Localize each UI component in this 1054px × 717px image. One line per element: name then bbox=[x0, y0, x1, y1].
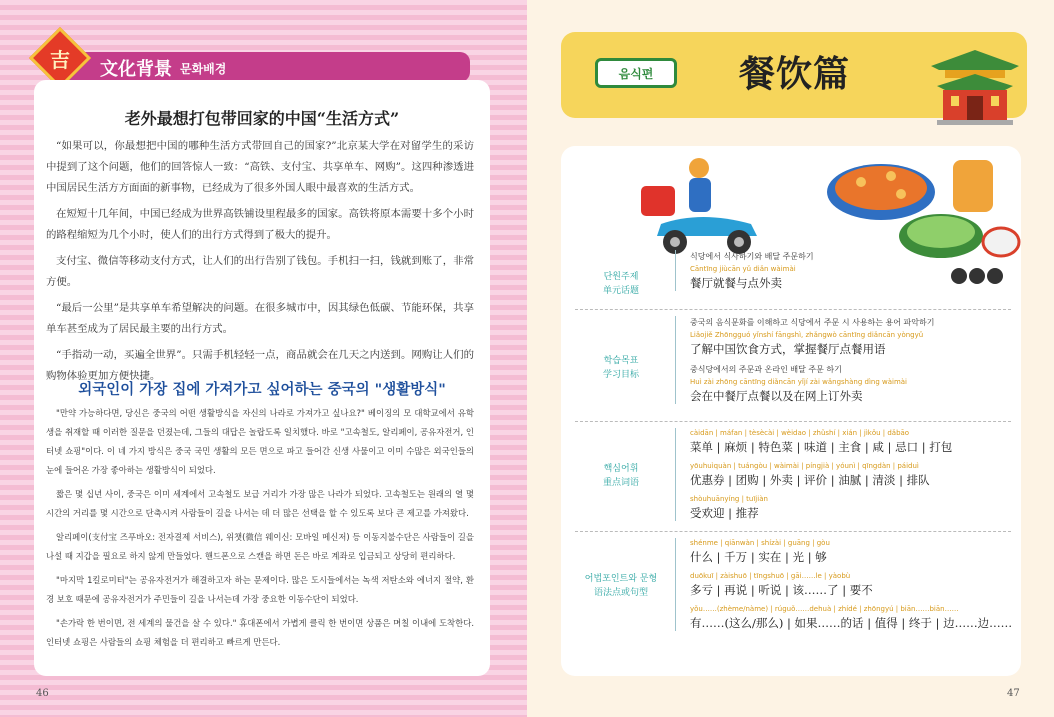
row-label-ko: 단원주제 bbox=[603, 272, 639, 282]
paragraph-ko: "만약 가능하다면, 당신은 중국의 어떤 생활방식을 자신의 나라로 가져가고 싶나요?" 베이징의 모 대학교에서 유학생을 취재할 때 이러한 질문을 던졌는데, 그들의 대답은 놀랍도록 일치했다. 바로 "고속철도, 알리페이, 공유자전거, 인터넷 쇼핑"이다. 이 네 가지 방식은 중국 국민 생활의 모든 면으로 파고 들어간 신생 사물이고 이미 수많은 외국인들의 눈에 들어온 가장 좋아하는 생활방식이 되었다. bbox=[46, 408, 474, 475]
table-row bbox=[575, 532, 1011, 642]
chinese-text: 会在中餐厅点餐以及在网上订外卖 bbox=[690, 389, 863, 403]
chinese-text: 受欢迎 | 推荐 bbox=[690, 506, 759, 520]
row-content bbox=[675, 316, 1011, 404]
row-label-zh: 语法点或句型 bbox=[593, 588, 648, 598]
korean-text: 중식당에서의 주문과 온라인 배달 주문 하기 bbox=[690, 365, 842, 374]
chinese-text: 什么 | 千万 | 实在 | 光 | 够 bbox=[690, 550, 827, 564]
row-label-zh: 学习目标 bbox=[602, 370, 639, 380]
table-row bbox=[575, 310, 1011, 422]
paragraph-ko: "마지막 1킬로미터"는 공유자전거가 해결하고자 하는 문제이다. 많은 도시들에서는 녹색 저탄소와 에너지 절약, 환경 보호 때문에 공유자전거가 주민들이 길을 나서는데 가장 중요한 이동수단이 되었다. bbox=[46, 575, 474, 604]
paragraph-ko: "손가락 한 번이면, 전 세계의 물건을 살 수 있다." 휴대폰에서 가볍게 클릭 한 번이면 상품은 며칠 이내에 도착한다. 인터넷 쇼핑은 사람들의 쇼핑 체험을 더 편리하고 빠르게 만든다. bbox=[46, 618, 474, 647]
section-title-zh: 文化背景 bbox=[100, 59, 172, 80]
chinese-text: 了解中国饮食方式，掌握餐厅点餐用语 bbox=[690, 342, 886, 356]
article-title-zh: 老外最想打包带回家的中国“生活方式” bbox=[124, 109, 400, 128]
chinese-text: 餐厅就餐与点外卖 bbox=[690, 276, 782, 290]
row-label-zh: 重点词语 bbox=[602, 478, 639, 488]
paragraph-zh: 在短短十几年间，中国已经成为世界高铁铺设里程最多的国家。高铁将原本需要十多个小时的路程缩短为几个小时，使人们的出行方式得到了极大的提升。 bbox=[46, 208, 474, 241]
pinyin-text: càidān | máfan | tèsècài | wèidao | zhǔshí | xián | jìkǒu | dǎbāo bbox=[690, 429, 910, 437]
unit-title: 餐饮篇 bbox=[739, 54, 851, 95]
article-body-zh bbox=[46, 136, 474, 392]
korean-text: 중국의 음식문화를 이해하고 식당에서 주문 시 사용하는 용어 파악하기 bbox=[690, 318, 935, 327]
article-body-ko bbox=[46, 404, 474, 657]
right-page bbox=[527, 0, 1054, 717]
row-label bbox=[575, 354, 667, 382]
paragraph-zh: “手指动一动，买遍全世界”。只需手机轻轻一点，商品就会在几天之内送到。网购让人们的购物体验更加方便快捷。 bbox=[46, 349, 474, 382]
page-number-left: 46 bbox=[36, 688, 49, 699]
table-row bbox=[575, 246, 1011, 310]
pinyin-text: yōuhuìquàn | tuángòu | wàimài | píngjià | yóunì | qīngdàn | páiduì bbox=[690, 462, 919, 470]
row-label bbox=[575, 270, 667, 298]
row-label bbox=[575, 572, 667, 600]
chinese-text: 有……(这么/那么) | 如果……的话 | 值得 | 终于 | 边……边…… bbox=[690, 616, 1013, 630]
section-header bbox=[56, 52, 470, 82]
article-card bbox=[34, 80, 490, 676]
row-label-ko: 어법포인트와 문형 bbox=[584, 574, 658, 584]
page-number-right: 47 bbox=[1007, 688, 1020, 699]
temple-icon bbox=[925, 40, 1025, 126]
pinyin-text: Huì zài zhōng cāntīng diǎncān yǐjí zài wǎngshàng dìng wàimài bbox=[690, 378, 907, 386]
pinyin-text: Cāntīng jiùcān yǔ diǎn wàimài bbox=[690, 265, 796, 273]
row-content bbox=[675, 428, 1011, 521]
chinese-text: 菜单 | 麻烦 | 特色菜 | 味道 | 主食 | 咸 | 忌口 | 打包 bbox=[690, 440, 953, 454]
row-label-zh: 单元话题 bbox=[602, 286, 639, 296]
row-label-ko: 핵심어휘 bbox=[603, 464, 639, 474]
chinese-text: 多亏 | 再说 | 听说 | 该……了 | 要不 bbox=[690, 583, 873, 597]
table-row bbox=[575, 422, 1011, 532]
pinyin-text: yǒu……(zhème/nàme) | rúguǒ……dehuà | zhídé | zhōngyú | biān……biān…… bbox=[690, 605, 959, 613]
row-content bbox=[675, 538, 1011, 631]
paragraph-zh: “最后一公里”是共享单车希望解决的问题。在很多城市中，因其绿色低碳、节能环保，共享单车甚至成为了居民最主要的出行方式。 bbox=[46, 302, 474, 335]
paragraph-ko: 알리페이(支付宝 즈푸바오: 전자결제 서비스), 위챗(微信 웨이신: 모바일 메신저) 등 이동지불수단은 사람들이 길을 나설 때 지갑을 필요로 하지 않게 만들었다. 핸드폰으로 스캔을 하면 돈은 바로 계좌로 입금되고 상당히 편리하다. bbox=[46, 532, 474, 561]
unit-label: 음식편 bbox=[595, 58, 677, 88]
row-label bbox=[575, 462, 667, 490]
row-label-ko: 학습목표 bbox=[603, 356, 639, 366]
section-title-ko: 문화배경 bbox=[180, 62, 227, 76]
paragraph-zh: 支付宝、微信等移动支付方式，让人们的出行告别了钱包。手机扫一扫，钱就到账了，非常方便。 bbox=[46, 255, 474, 288]
pinyin-text: Liǎojiě Zhōngguó yǐnshí fāngshì, zhǎngwò cāntīng diǎncān yòngyǔ bbox=[690, 331, 924, 339]
row-content bbox=[675, 250, 1011, 291]
unit-info-card bbox=[561, 146, 1021, 676]
article-title-ko: 외국인이 가장 집에 가져가고 싶어하는 중국의 "생활방식" bbox=[78, 382, 446, 398]
chinese-text: 优惠券 | 团购 | 外卖 | 评价 | 油腻 | 清淡 | 排队 bbox=[690, 473, 930, 487]
paragraph-ko: 짧은 몇 십년 사이, 중국은 이미 세계에서 고속철도 보급 거리가 가장 많은 나라가 되었다. 고속철도는 원래의 열 몇 시간의 거리를 몇 시간으로 단축시켜 사람들이 길을 나서는 데 더 많은 선택을 할 수 있도록 보다 큰 제고를 가져왔다. bbox=[46, 489, 474, 518]
pinyin-text: shòuhuānyíng | tuījiàn bbox=[690, 495, 768, 503]
pinyin-text: duōkuī | zàishuō | tīngshuō | gāi……le | yàobù bbox=[690, 572, 851, 580]
paragraph-zh: “如果可以，你最想把中国的哪种生活方式带回自己的国家?”北京某大学在对留学生的采访中提到了这个问题，他们的回答惊人一致：“高铁、支付宝、共享单车、网购”。这四种渗透进中国居民生活方方面面的新事物，已经成为了很多外国人眼中最喜欢的生活方式。 bbox=[46, 140, 474, 194]
pinyin-text: shénme | qiānwàn | shízài | guāng | gòu bbox=[690, 539, 830, 547]
korean-text: 식당에서 식사하기와 배달 주문하기 bbox=[690, 252, 814, 261]
badge-character: 吉 bbox=[50, 47, 70, 72]
